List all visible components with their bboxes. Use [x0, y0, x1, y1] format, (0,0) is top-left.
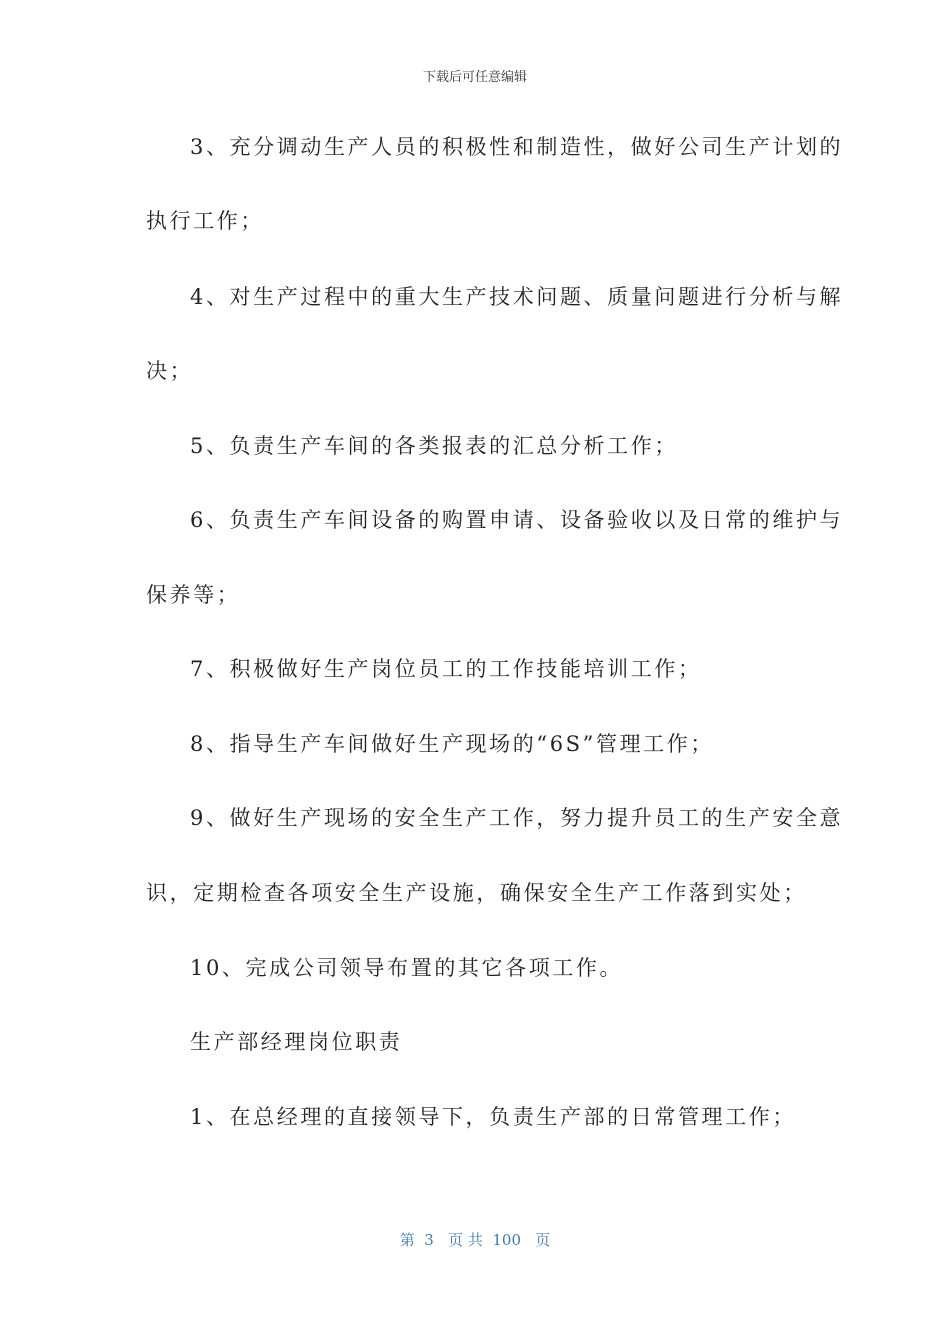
body-line: 识，定期检查各项安全生产设施，确保安全生产工作落到实处；: [146, 881, 807, 905]
body-line: 1、在总经理的直接领导下，负责生产部的日常管理工作；: [190, 1105, 796, 1129]
body-line: 3、充分调动生产人员的积极性和制造性，做好公司生产计划的: [190, 135, 844, 159]
body-line: 5、负责生产车间的各类报表的汇总分析工作；: [190, 434, 678, 458]
body-line: 执行工作；: [146, 209, 264, 233]
body-line: 保养等；: [146, 583, 241, 607]
body-line: 10、完成公司领导布置的其它各项工作。: [190, 956, 624, 980]
section-heading: 生产部经理岗位职责: [190, 1030, 403, 1054]
body-line: 7、积极做好生产岗位员工的工作技能培训工作；: [190, 657, 702, 681]
header-note: 下载后可任意编辑: [422, 70, 527, 85]
body-line: 9、做好生产现场的安全生产工作，努力提升员工的生产安全意: [190, 806, 844, 830]
page-number-footer: 第 3 页 共 100 页: [399, 1231, 551, 1249]
body-line: 决；: [146, 359, 194, 383]
body-line: 8、指导生产车间做好生产现场的“6S”管理工作；: [190, 732, 714, 756]
body-line: 4、对生产过程中的重大生产技术问题、质量问题进行分析与解: [190, 285, 844, 309]
body-line: 6、负责生产车间设备的购置申请、设备验收以及日常的维护与: [190, 508, 844, 532]
